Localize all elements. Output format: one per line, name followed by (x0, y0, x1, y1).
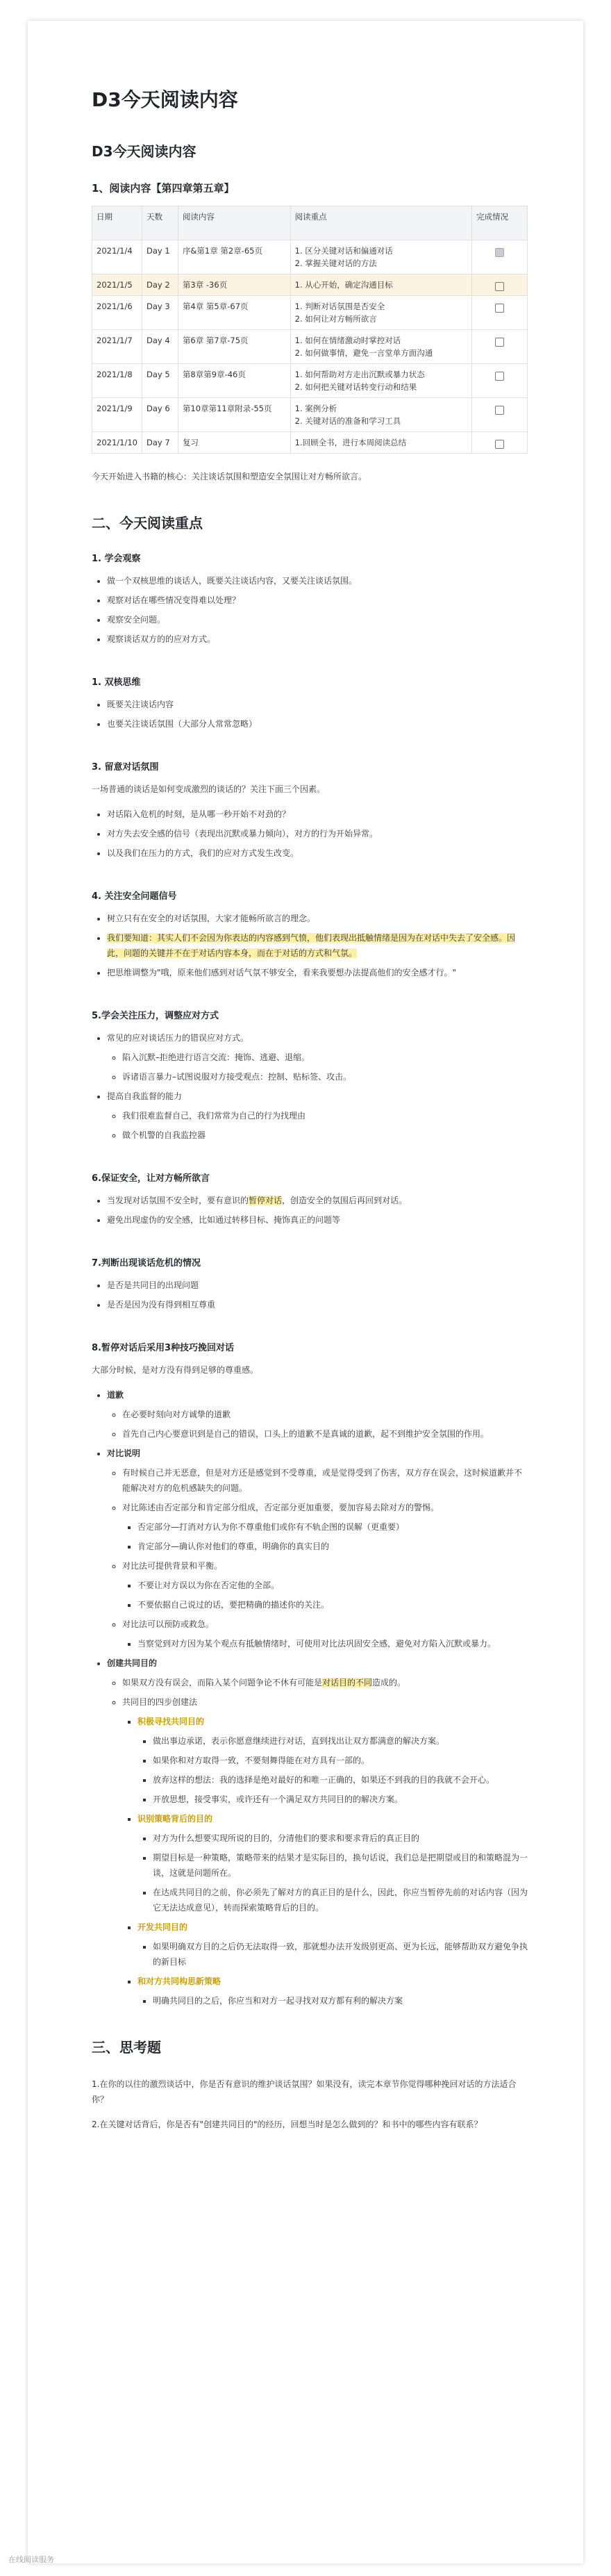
table-cell-content: 第4章 第5章-67页 (178, 296, 290, 330)
table-cell-focus (290, 432, 471, 454)
focus-line: 1. 如何帮助对方走出沉默或暴力状态 (294, 370, 425, 379)
focus-line: 2. 如何把关键对话转变行动和结果 (294, 382, 417, 392)
technique-title: 创建共同目的 (107, 1658, 158, 1668)
checkbox[interactable] (495, 248, 504, 257)
focus-line: 1. 案例分析 (294, 404, 337, 413)
list-item (122, 1694, 528, 2008)
checkbox[interactable] (495, 406, 504, 415)
list-text: 当发现对话氛围不安全时，要有意识的 (107, 1196, 249, 1205)
list-item: ▪ 如果你和对方取得一致，不要刻舞得能在对方具有一部的。 (153, 1753, 528, 1768)
point-5-title: 5.学会关注压力，调整应对方式 (92, 1011, 219, 1021)
section-heading: D3今天阅读内容 (92, 143, 196, 160)
list-item (122, 1675, 528, 1690)
checkbox[interactable] (495, 282, 504, 291)
list-text: 对比陈述由否定部分和肯定部分组成，否定部分更加重要，要加容易去除对方的警惕。 (122, 1503, 440, 1512)
checkbox[interactable] (495, 304, 504, 313)
table-cell-focus (290, 274, 471, 296)
point-3-title: 3. 留意对话氛围 (92, 762, 159, 773)
highlighted-text: 我们要知道：其实人们不会因为你表达的内容感到气愤，他们表现出抵触情绪是因为在对话中失去了安全感。因此，问题的关键并不在于对话内容本身，而在于对话的方式和气氛。 (107, 933, 516, 958)
page-title: D3今天阅读内容 (92, 88, 238, 111)
sub-list (137, 1733, 528, 1807)
list-item (107, 1446, 528, 1651)
sub-list (122, 1519, 528, 1554)
list-item (137, 1919, 528, 1970)
list-item: • 树立只有在安全的对话氛围，大家才能畅所欲言的理念。 (107, 911, 528, 926)
list-item (107, 1387, 528, 1442)
sub-list (107, 1675, 528, 2008)
table-cell-done (472, 240, 528, 274)
table-cell-content: 序&第1章 第2章-65页 (178, 240, 290, 274)
list-item: ▪ 肯定部分—确认你对他们的尊重，明确你的真实目的 (137, 1539, 528, 1554)
list-item (122, 1558, 528, 1612)
list-item: ◦ 诉诸语言暴力–试图说服对方接受观点：控制、贴标签、攻击。 (122, 1069, 528, 1084)
table-cell-done (472, 330, 528, 364)
list-item: • 也要关注谈话氛围（大部分人常常忽略） (107, 716, 528, 732)
point-6 (92, 1172, 528, 1228)
list-item: • 对方失去安全感的信号（表现出沉默或暴力倾向），对方的行为开始异常。 (107, 826, 528, 841)
point-1-list (92, 573, 528, 647)
watermark-text: 在线阅读服务 (8, 2555, 54, 2564)
list-item: ◦ 在必要时刻向对方诚挚的道歉 (122, 1407, 528, 1422)
document-page (28, 21, 583, 2563)
list-item (137, 1811, 528, 1915)
focus-line: 1. 如何在情绪激动时掌控对话 (294, 336, 401, 345)
point-2 (92, 676, 528, 732)
focus-line: 2. 关键对话的准备和学习工具 (294, 416, 401, 426)
list-item: ▪ 如果明确双方目的之后仍无法取得一致，那就想办法开发级别更高、更为长远，能够帮助双方避免争执的新目标 (153, 1939, 528, 1970)
focus-line: 1.回顾全书，进行本周阅读总结 (294, 438, 407, 447)
table-cell-content: 第8章第9章-46页 (178, 364, 290, 398)
list-item: ◦ 我们很难监督自己，我们常常为自己的行为找理由 (122, 1108, 528, 1123)
point-6-list (92, 1193, 528, 1228)
table-header-row (92, 206, 528, 240)
list-item: • 观察谈话双方的的应对方式。 (107, 631, 528, 647)
list-item: • 是否是共同目的出现问题 (107, 1278, 528, 1293)
list-item (107, 1656, 528, 2008)
table-cell-day: Day 5 (142, 364, 178, 398)
highlighted-text: 对话目的不同 (322, 1678, 373, 1687)
table-cell-day: Day 4 (142, 330, 178, 364)
table-cell-date: 2021/1/10 (92, 432, 142, 454)
table-cell-focus (290, 296, 471, 330)
list-item: ▪ 期望目标是一种策略，策略带来的结果才是实际目的，换句话说，我们总是把期望或目的和策略混为一谈，这就是问题所在。 (153, 1850, 528, 1881)
table-cell-day: Day 3 (142, 296, 178, 330)
table-cell-date: 2021/1/4 (92, 240, 142, 274)
focus-line: 2. 如何让对方畅所欲言 (294, 314, 377, 324)
list-item: ◦ 陷入沉默–拒绝进行语言交流：掩饰、逃避、退缩。 (122, 1050, 528, 1065)
list-item: ▪ 当察觉到对方因为某个观点有抵触情绪时，可使用对比法巩固安全感，避免对方陷入沉默或暴力。 (137, 1636, 528, 1651)
table-cell-date: 2021/1/5 (92, 274, 142, 296)
list-item: ◦ 首先自己内心要意识到是自己的错误，口头上的道歉不是真诚的道歉，起不到维护安全氛围的作用。 (122, 1426, 528, 1442)
point-6-title: 6.保证安全，让对方畅所欲言 (92, 1173, 210, 1184)
table-cell-done (472, 274, 528, 296)
list-item: • 做一个双核思维的谈话人，既要关注谈话内容，又要关注谈话氛围。 (107, 573, 528, 588)
list-text: 常见的应对谈话压力的错误应对方式。 (107, 1033, 249, 1043)
list-item: ◦ 做个机警的自我监控器 (122, 1128, 528, 1143)
list-text: 提高自我监督的能力 (107, 1091, 183, 1101)
list-item (122, 1617, 528, 1651)
list-item (122, 1500, 528, 1554)
point-7-list (92, 1278, 528, 1312)
table-row (92, 330, 528, 364)
questions-heading: 三、思考题 (92, 2039, 161, 2056)
list-item: ▪ 放弃这样的想法：我的选择是绝对最好的和唯一正确的，如果还不到我的目的我就不会开心。 (153, 1772, 528, 1787)
reading-note: 今天开始进入书籍的核心：关注谈话氛围和塑造安全氛围让对方畅所欲言。 (92, 472, 367, 481)
list-item: ▪ 做出事边承诺，表示你愿意继续进行对话，直到找出让双方都满意的解决方案。 (153, 1733, 528, 1749)
sub-list (107, 1050, 528, 1084)
list-item: • 观察对话在哪些情况变得难以处理？ (107, 593, 528, 608)
technique-title: 对比说明 (107, 1448, 141, 1458)
list-text: 造成的。 (372, 1678, 406, 1687)
point-1-title: 1. 学会观察 (92, 554, 141, 564)
step-title: 开发共同目的 (137, 1922, 188, 1932)
list-item: • 观察安全问题。 (107, 612, 528, 627)
point-1 (92, 552, 528, 647)
table-cell-day: Day 2 (142, 274, 178, 296)
question-2: 2.在关键对话背后，你是否有"创建共同目的"的经历，回想当时是怎么做到的？和书中的哪些内容有联系？ (92, 2120, 483, 2129)
table-cell-day: Day 7 (142, 432, 178, 454)
table-row (92, 398, 528, 432)
list-item (137, 1974, 528, 2008)
point-4 (92, 890, 528, 980)
point-7 (92, 1257, 528, 1312)
reading-plan-section (92, 181, 528, 484)
column-header: 日期 (92, 206, 142, 240)
list-item (107, 1193, 528, 1208)
list-text: ，创造安全的氛围后再回到对话。 (282, 1196, 408, 1205)
list-item: ▪ 在达成共同目的之前，你必须先了解对方的真正目的是什么，因此，你应当暂停先前的对话内容（因为它无法达成意见），转而探索策略背后的目的。 (153, 1885, 528, 1915)
point-8 (92, 1341, 528, 2008)
table-cell-content: 复习 (178, 432, 290, 454)
point-2-title: 1. 双核思维 (92, 677, 141, 688)
list-item: ▪ 不要让对方误以为你在否定他的全部。 (137, 1578, 528, 1593)
list-item: ▪ 开放思想，接受事实，或许还有一个满足双方共同目的的解决方案。 (153, 1792, 528, 1807)
focus-heading: 二、今天阅读重点 (92, 515, 203, 531)
reading-plan-table (92, 206, 528, 454)
table-cell-date: 2021/1/9 (92, 398, 142, 432)
sub-list (107, 1108, 528, 1143)
focus-line: 2. 掌握关键对话的方法 (294, 258, 377, 268)
table-cell-done (472, 296, 528, 330)
point-8-intro: 大部分时候，是对方没有得到足够的尊重感。 (92, 1365, 259, 1375)
list-item: ▪ 不要依据自己说过的话，要把精确的描述你的关注。 (137, 1597, 528, 1612)
table-cell-date: 2021/1/7 (92, 330, 142, 364)
list-item (107, 1030, 528, 1084)
highlighted-text: 暂停对话 (249, 1196, 283, 1205)
list-item: • 既要关注谈话内容 (107, 697, 528, 712)
list-item: ▪ 明确共同目的之后，你应当和对方一起寻找对双方都有利的解决方案 (153, 1993, 528, 2008)
column-header: 完成情况 (472, 206, 528, 240)
step-title: 积极寻找共同目的 (137, 1717, 205, 1726)
list-item: • 把思维调整为"哦，原来他们感到对话气氛不够安全，看来我要想办法提高他们的安全感才行。" (107, 965, 528, 980)
point-8-title: 8.暂停对话后采用3种技巧挽回对话 (92, 1343, 235, 1353)
table-cell-done (472, 432, 528, 454)
focus-line: 1. 区分关键对话和偏通对话 (294, 246, 393, 256)
list-item: • 以及我们在压力的方式，我们的应对方式发生改变。 (107, 845, 528, 861)
list-item (107, 930, 528, 961)
column-header: 天数 (142, 206, 178, 240)
list-item: ▪ 对方为什么想要实现所说的目的，分清他们的要求和要求背后的真正目的 (153, 1831, 528, 1846)
list-item: • 是否是因为没有得到相互尊重 (107, 1297, 528, 1312)
sub-list (137, 1831, 528, 1915)
checkbox[interactable] (495, 440, 504, 449)
list-item: ◦ 有时候自己并无恶意，但是对方还是感觉到不受尊重，或是觉得受到了伤害，双方存在误会，这时候道歉并不能解决对方的危机感缺失的问题。 (122, 1465, 528, 1496)
table-row (92, 240, 528, 274)
list-text: 共同目的四步创建法 (122, 1697, 198, 1707)
question-1: 1.在你的以往的激烈谈话中，你是否有意识的维护谈话氛围？如果没有，读完本章节你觉得哪种挽回对话的方法适合你？ (92, 2079, 517, 2104)
table-cell-done (472, 398, 528, 432)
sub-list (137, 1993, 528, 2008)
point-4-list (92, 911, 528, 980)
table-cell-day: Day 6 (142, 398, 178, 432)
table-cell-date: 2021/1/8 (92, 364, 142, 398)
sub-list (122, 1714, 528, 2008)
table-cell-day: Day 1 (142, 240, 178, 274)
focus-line: 2. 如何做事情，避免一言堂单方面沟通 (294, 348, 433, 358)
table-row (92, 364, 528, 398)
table-cell-done (472, 364, 528, 398)
sub-list (122, 1636, 528, 1651)
column-header: 阅读内容 (178, 206, 290, 240)
table-cell-focus (290, 330, 471, 364)
sub-list (107, 1407, 528, 1442)
table-row (92, 432, 528, 454)
point-3-intro: 一场普通的谈话是如何变成激烈的谈话的？关注下面三个因素。 (92, 784, 326, 794)
step-title: 识别策略背后的目的 (137, 1814, 213, 1824)
focus-line: 1. 判断对话氛围是否安全 (294, 302, 385, 311)
point-7-title: 7.判断出现谈话危机的情况 (92, 1258, 201, 1269)
table-body (92, 240, 528, 454)
point-3-list (92, 807, 528, 861)
table-cell-focus (290, 364, 471, 398)
step-title: 和对方共同构思新策略 (137, 1976, 221, 1986)
table-row (92, 296, 528, 330)
list-item: • 避免出现虚伪的安全感，比如通过转移目标、掩饰真正的问题等 (107, 1212, 528, 1228)
point-2-list (92, 697, 528, 732)
list-item: ▪ 否定部分—打消对方认为你不尊重他们或你有不轨企图的误解（更重要） (137, 1519, 528, 1535)
point-4-title: 4. 关注安全问题信号 (92, 891, 177, 902)
point-5 (92, 1009, 528, 1143)
table-cell-content: 第10章第11章附录-55页 (178, 398, 290, 432)
list-item: • 对话陷入危机的时刻，是从哪一秒开始不对劲的？ (107, 807, 528, 822)
sub-list (122, 1578, 528, 1612)
table-cell-content: 第6章 第7章-75页 (178, 330, 290, 364)
table-cell-content: 第3章 -36页 (178, 274, 290, 296)
checkbox[interactable] (495, 372, 504, 381)
table-row (92, 274, 528, 296)
sub-list (107, 1465, 528, 1651)
table-cell-focus (290, 398, 471, 432)
sub-list (137, 1939, 528, 1970)
list-text: 如果双方没有误会，而陷入某个问题争论不休有可能是 (122, 1678, 323, 1687)
column-header: 阅读重点 (290, 206, 471, 240)
list-text: 对比法可提供背景和平衡。 (122, 1561, 223, 1571)
reading-plan-title: 1、阅读内容【第四章第五章】 (92, 182, 235, 195)
checkbox[interactable] (495, 338, 504, 347)
technique-title: 道歉 (107, 1390, 124, 1400)
point-5-list (92, 1030, 528, 1143)
table-cell-date: 2021/1/6 (92, 296, 142, 330)
point-3 (92, 761, 528, 861)
document-body (92, 88, 528, 2142)
list-text: 对比法可以预防或救急。 (122, 1619, 215, 1629)
focus-line: 1. 从心开始，确定沟通目标 (294, 280, 393, 290)
list-item (107, 1089, 528, 1143)
list-item (137, 1714, 528, 1807)
table-cell-focus (290, 240, 471, 274)
point-8-list (92, 1387, 528, 2008)
